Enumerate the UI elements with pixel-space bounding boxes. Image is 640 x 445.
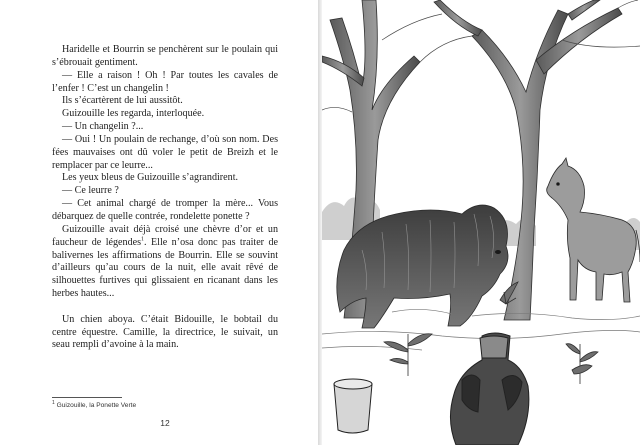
pencil-illustration bbox=[322, 0, 640, 445]
paragraph: Un chien aboya. C’était Bidouille, le bobtail du centre équestre. Camille, la directrice, le suivait, un seau rempli d’avoine à la main. bbox=[52, 313, 278, 351]
bucket bbox=[334, 379, 372, 433]
paragraph: — Ce leurre ? bbox=[62, 185, 119, 197]
footnote-text: Guizouille, la Ponette Verte bbox=[56, 402, 137, 409]
paragraph: — Elle a raison ! Oh ! Par toutes les cavales de l’enfer ! C’est un changelin ! bbox=[52, 69, 278, 94]
left-page bbox=[0, 0, 318, 445]
foal bbox=[547, 158, 640, 302]
paragraph: — Oui ! Un poulain de rechange, d’où son nom. Des fées mauvaises ont dû voler le petit de Breizh et le remplacer par ce leurre... bbox=[52, 133, 278, 171]
paragraph: — Un changelin ?... bbox=[62, 121, 144, 133]
footnote-reference: 1 bbox=[141, 236, 145, 243]
right-page bbox=[322, 0, 640, 445]
body-text bbox=[52, 44, 278, 352]
footnote-mark: 1 bbox=[52, 399, 55, 406]
page-number: 12 bbox=[160, 418, 170, 428]
footnote-divider bbox=[52, 397, 122, 398]
horse-head-foreground bbox=[450, 333, 528, 445]
paragraph: Ils s’écartèrent de lui aussitôt. bbox=[62, 95, 183, 107]
paragraph: Guizouille les regarda, interloquée. bbox=[62, 108, 205, 120]
footnote bbox=[52, 399, 282, 409]
paragraph-text: Guizouille avait déjà croisé une chèvre d’or et un faucheur de légendes bbox=[52, 223, 278, 248]
paragraph bbox=[52, 224, 278, 301]
paragraph: — Cet animal chargé de tromper la mère... Vous débarquez de quelle contrée, rondelette ponette ? bbox=[52, 198, 278, 222]
paragraph: Les yeux bleus de Guizouille s’agrandirent. bbox=[62, 172, 239, 184]
paragraph: Haridelle et Bourrin se penchèrent sur le poulain qui s’ébrouait gentiment. bbox=[52, 44, 278, 68]
paragraph-text: . Elle n’osa donc pas traiter de balivernes les affirmations de Bourrin. Elle se souvint d’ailleurs qu’au cours de la nuit, elle avait rêvé de silhouettes furtives qui glissaient en ricanant dans les herbes hautes... bbox=[52, 236, 278, 300]
